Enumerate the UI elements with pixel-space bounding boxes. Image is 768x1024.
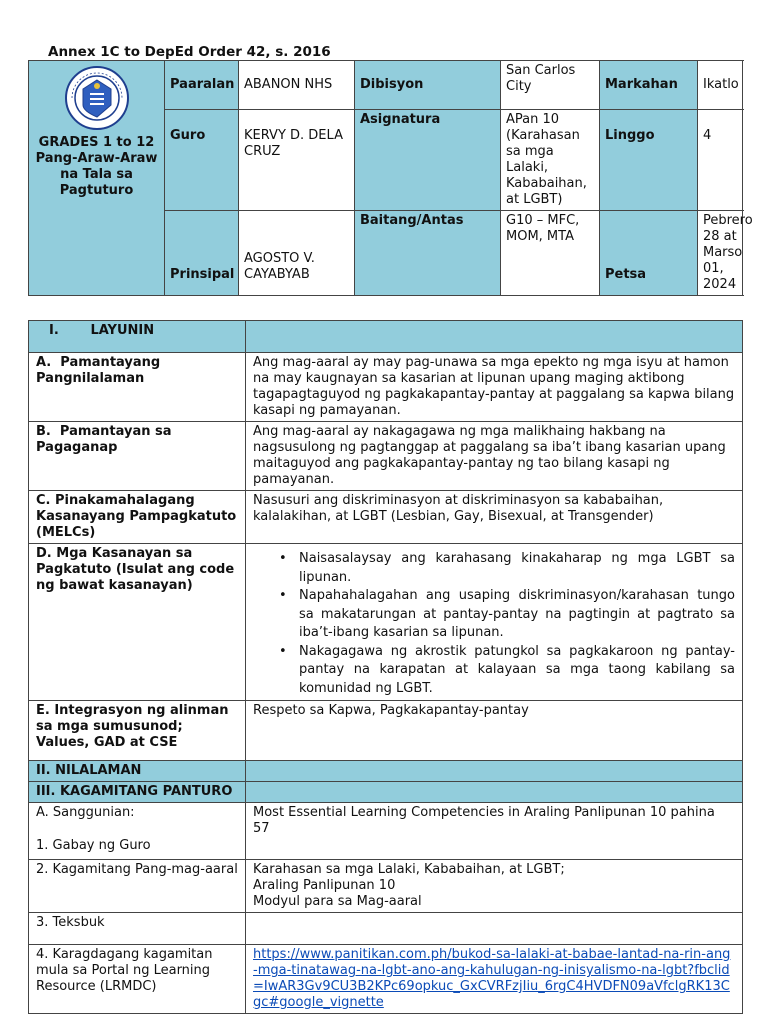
lrmdc-link[interactable]: https://www.panitikan.com.ph/bukod-sa-lalaki-at-babae-lantad-na-rin-ang-mga-tinatawag-na-lgbt-ano-ang-kahulugan-ng-inisyalismo-na-lgbt?fbclid=IwAR3Gv9CU3B2KPc69opkuc_GxCVRFzjIiu_6rgC4HVDFN09aVfclgRK13Cgc#google_vignette: [253, 947, 731, 1010]
paaralan-label: Paaralan: [165, 61, 239, 110]
nilalaman-heading: II. NILALAMAN: [29, 761, 246, 782]
deped-seal-icon: [64, 65, 130, 131]
sanggunian-label: A. Sanggunian:: [36, 805, 135, 820]
petsa-label: Petsa: [600, 211, 698, 296]
nilalaman-heading-fill: [246, 761, 743, 782]
teksbuk-value: [246, 913, 743, 945]
linggo-label: Linggo: [600, 110, 698, 211]
karagdagang-kagamitan-value: [246, 945, 743, 1014]
prinsipal-value: AGOSTO V. CAYABYAB: [239, 211, 355, 296]
melcs-label: C. Pinakamahalagang Kasanayang Pampagkatuto (MELCs): [29, 491, 246, 544]
markahan-value: Ikatlo: [698, 61, 743, 110]
pamantayan-sa-pagaganap-label: B. Pamantayan sa Pagaganap: [29, 422, 246, 491]
dibisyon-value: San Carlos City: [501, 61, 600, 110]
markahan-label: Markahan: [600, 61, 698, 110]
petsa-value: Pebrero 28 at Marso 01, 2024: [698, 211, 743, 296]
kasanayan-item: • Naisasalaysay ang karahasang kinakaharap ng mga LGBT sa lipunan.: [277, 550, 735, 587]
prinsipal-label: Prinsipal: [165, 211, 239, 296]
kasanayan-item: • Nakagagawa ng akrostik patungkol sa pagkakaroon ng pantay-pantay na karapatan at kalayaan sa mga taong kabilang sa komunidad ng LGBT.: [277, 643, 735, 699]
kasanayan-list-cell: [246, 544, 743, 701]
sanggunian-value: Most Essential Learning Competencies in Araling Panlipunan 10 pahina 57: [246, 803, 743, 860]
integrasyon-label: E. Integrasyon ng alinman sa mga sumusunod; Values, GAD at CSE: [29, 701, 246, 761]
pamantayang-pangnilalaman-label: A. Pamantayang Pangnilalaman: [29, 353, 246, 422]
paaralan-value: ABANON NHS: [239, 61, 355, 110]
kagamitan-heading-fill: [246, 782, 743, 803]
annex-title: Annex 1C to DepEd Order 42, s. 2016: [48, 44, 331, 60]
melcs-value: Nasusuri ang diskriminasyon at diskriminasyon sa kababaihan, kalalakihan, at LGBT (Lesbian, Gay, Bisexual, at Transgender): [246, 491, 743, 544]
baitang-label: Baitang/Antas: [355, 211, 501, 296]
asignatura-label: Asignatura: [355, 110, 501, 211]
header-table: [28, 60, 753, 296]
header-logo-cell: [29, 61, 165, 296]
material-line: Karahasan sa mga Lalaki, Kababaihan, at LGBT;: [253, 862, 565, 877]
baitang-value: G10 – MFC, MOM, MTA: [501, 211, 600, 296]
lesson-plan-table: [28, 320, 743, 1014]
pamantayang-pangnilalaman-value: Ang mag-aaral ay may pag-unawa sa mga epekto ng mga isyu at hamon na may kaugnayan sa kasarian at lipunan upang maging aktibong tagapagtaguyod ng pagkakapantay-pantay at paggalang sa kapwa bilang kasapi ng pamayanan.: [246, 353, 743, 422]
material-line: Araling Panlipunan 10: [253, 878, 396, 893]
layunin-heading-fill: [246, 321, 743, 353]
asignatura-value: APan 10 (Karahasan sa mga Lalaki, Kababaihan, at LGBT): [501, 110, 600, 211]
guro-label: Guro: [165, 110, 239, 211]
kagamitan-heading: III. KAGAMITANG PANTURO: [29, 782, 246, 803]
kasanayan-label: D. Mga Kasanayan sa Pagkatuto (Isulat ang code ng bawat kasanayan): [29, 544, 246, 701]
pamantayan-sa-pagaganap-value: Ang mag-aaral ay nakagagawa ng mga malikhaing hakbang na nagsusulong ng pagtanggap at paggalang sa iba’t ibang kasarian upang maitaguyod ang pagkakapantay-pantay ng tao bilang kasapi ng pamayanan.: [246, 422, 743, 491]
sanggunian-label-cell: [29, 803, 246, 860]
linggo-value: 4: [698, 110, 743, 211]
kagamitang-pang-mag-aaral-value: [246, 860, 743, 913]
kasanayan-item: • Napahahalagahan ang usaping diskriminasyon/karahasan tungo sa makatarungan at pantay-pantay na pagtingin at pagtrato sa iba’t-ibang kasarian sa lipunan.: [277, 587, 735, 643]
grade-title: GRADES 1 to 12 Pang-Araw-Araw na Tala sa Pagtuturo: [35, 135, 158, 198]
material-line: Modyul para sa Mag-aaral: [253, 894, 422, 909]
gabay-ng-guro-label: 1. Gabay ng Guro: [36, 838, 151, 853]
kasanayan-list: [253, 546, 735, 698]
karagdagang-kagamitan-label: 4. Karagdagang kagamitan mula sa Portal ng Learning Resource (LRMDC): [29, 945, 246, 1014]
kagamitang-pang-mag-aaral-label: 2. Kagamitang Pang-mag-aaral: [29, 860, 246, 913]
layunin-heading: I. LAYUNIN: [29, 321, 246, 353]
dibisyon-label: Dibisyon: [355, 61, 501, 110]
integrasyon-value: Respeto sa Kapwa, Pagkakapantay-pantay: [246, 701, 743, 761]
teksbuk-label: 3. Teksbuk: [29, 913, 246, 945]
guro-value: KERVY D. DELA CRUZ: [239, 110, 355, 211]
